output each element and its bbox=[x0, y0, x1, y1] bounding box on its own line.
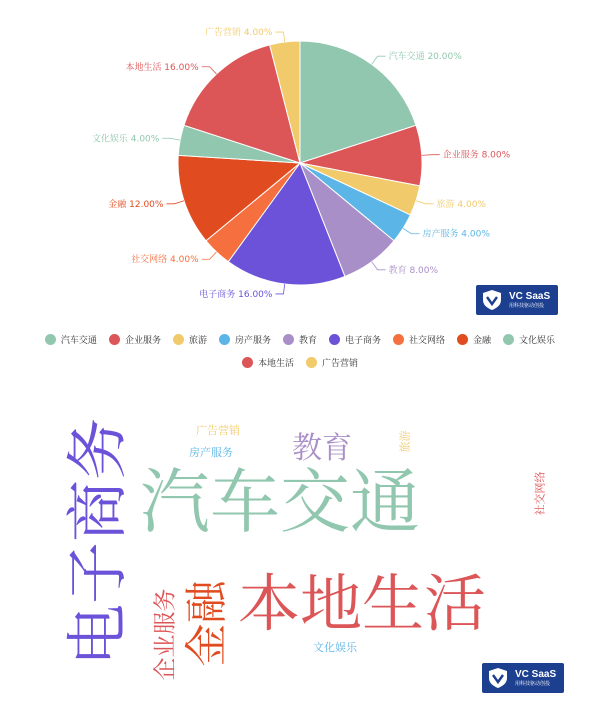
pie-slice-label: 旅游 4.00% bbox=[436, 199, 486, 210]
pie-leader-line bbox=[202, 252, 217, 259]
pie-leader-line bbox=[422, 155, 440, 156]
legend-item[interactable] bbox=[173, 333, 207, 346]
word-cloud-word: 本地生活 bbox=[238, 567, 487, 640]
pie-leader-line bbox=[372, 56, 386, 64]
legend-label: 广告营销 bbox=[322, 359, 359, 369]
legend-item[interactable] bbox=[329, 333, 381, 346]
legend-label: 旅游 bbox=[188, 336, 207, 346]
pie-slice-label: 汽车交通 20.00% bbox=[388, 52, 462, 63]
word-cloud-word: 企业服务 bbox=[152, 588, 179, 680]
watermark-sub: 用科技驱动创投 bbox=[509, 302, 545, 309]
word-cloud-word: 汽车交通 bbox=[140, 461, 420, 543]
legend-item[interactable] bbox=[45, 333, 97, 346]
shield-logo-icon bbox=[487, 667, 509, 689]
legend-label: 企业服务 bbox=[124, 336, 161, 346]
pie-leader-line bbox=[166, 201, 184, 204]
word-cloud-word: 电子商务 bbox=[61, 417, 135, 667]
pie-chart bbox=[0, 0, 600, 330]
pie-leader-line bbox=[202, 67, 217, 74]
pie-leader-line bbox=[275, 284, 284, 294]
watermark-logo-top bbox=[476, 285, 558, 315]
pie-leader-line bbox=[372, 262, 386, 270]
pie-slice-label: 本地生活 16.00% bbox=[125, 62, 199, 73]
pie-slice-label: 电子商务 16.00% bbox=[199, 289, 273, 300]
legend-marker bbox=[45, 334, 56, 345]
legend-label: 房产服务 bbox=[234, 336, 271, 346]
word-cloud-word: 文化娱乐 bbox=[313, 641, 357, 654]
legend-label: 社交网络 bbox=[409, 336, 446, 346]
pie-slice-label: 企业服务 8.00% bbox=[442, 150, 511, 161]
legend-marker bbox=[329, 334, 340, 345]
pie-slice-label: 教育 8.00% bbox=[388, 265, 439, 276]
legend-item[interactable] bbox=[109, 333, 161, 346]
pie-slice-label: 广告营销 4.00% bbox=[205, 28, 273, 39]
watermark-main: VC SaaS bbox=[509, 290, 551, 302]
pie-leader-line bbox=[403, 228, 419, 233]
legend-label: 电子商务 bbox=[345, 336, 382, 346]
legend-label: 汽车交通 bbox=[60, 336, 97, 346]
pie-legend bbox=[0, 333, 600, 369]
legend-item[interactable] bbox=[457, 333, 491, 346]
legend-marker bbox=[242, 357, 253, 368]
pie-slice-label: 金融 12.00% bbox=[108, 199, 164, 210]
pie-leader-line bbox=[275, 32, 284, 42]
word-cloud-word: 金融 bbox=[182, 580, 233, 666]
legend-item[interactable] bbox=[283, 333, 317, 346]
legend-marker bbox=[306, 357, 317, 368]
watermark-sub: 用科技驱动创投 bbox=[515, 680, 551, 687]
legend-label: 教育 bbox=[298, 336, 317, 346]
pie-leader-line bbox=[162, 138, 180, 140]
legend-marker bbox=[109, 334, 120, 345]
pie-slice-label: 社交网络 4.00% bbox=[131, 255, 199, 266]
pie-slices bbox=[178, 41, 422, 285]
legend-item[interactable] bbox=[242, 356, 294, 369]
word-cloud-word: 社交网络 bbox=[533, 471, 547, 515]
legend-marker bbox=[503, 334, 514, 345]
legend-item[interactable] bbox=[219, 333, 271, 346]
legend-marker bbox=[393, 334, 404, 345]
legend-marker bbox=[219, 334, 230, 345]
word-cloud-word: 房产服务 bbox=[189, 446, 233, 459]
word-cloud-word: 旅游 bbox=[398, 430, 412, 452]
legend-marker bbox=[173, 334, 184, 345]
legend-marker bbox=[283, 334, 294, 345]
legend-label: 文化娱乐 bbox=[519, 336, 556, 346]
pie-leader-line bbox=[416, 201, 434, 204]
legend-label: 本地生活 bbox=[257, 359, 294, 369]
watermark-logo-bottom bbox=[482, 663, 564, 693]
legend-marker bbox=[457, 334, 468, 345]
legend-item[interactable] bbox=[393, 333, 445, 346]
watermark-main: VC SaaS bbox=[515, 668, 557, 680]
word-cloud-word: 广告营销 bbox=[196, 424, 240, 437]
word-cloud-word: 教育 bbox=[292, 431, 352, 466]
pie-slice-label: 房产服务 4.00% bbox=[422, 229, 490, 240]
legend-item[interactable] bbox=[503, 333, 555, 346]
pie-slice-label: 文化娱乐 4.00% bbox=[91, 134, 160, 145]
legend-item[interactable] bbox=[306, 356, 358, 369]
legend-label: 金融 bbox=[473, 336, 492, 346]
shield-logo-icon bbox=[481, 289, 503, 311]
